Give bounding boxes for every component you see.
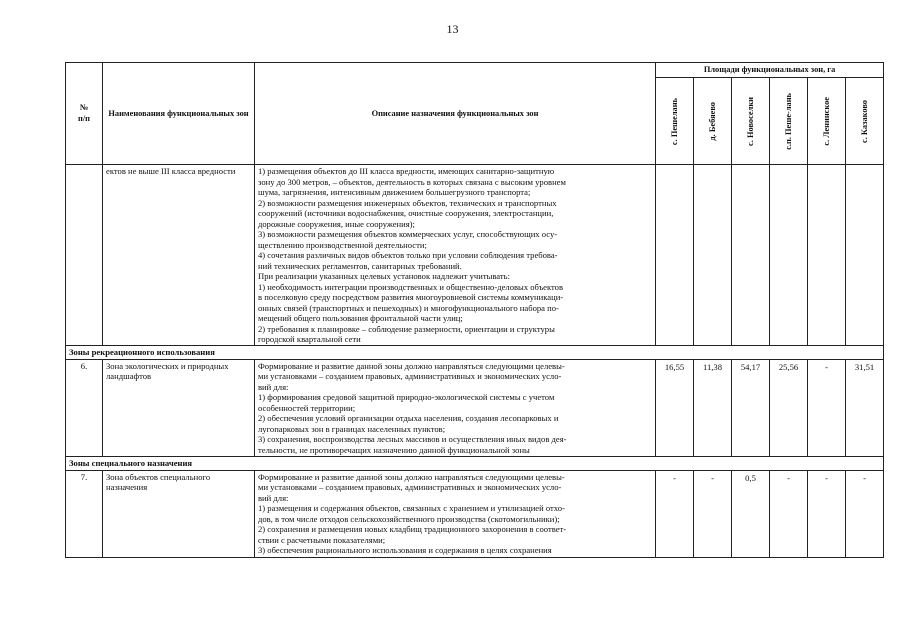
description-line: 1) формирования средовой защитной природно-экологической системы с учетом [258, 392, 555, 403]
description-line: 3) возможности размещения объектов коммерческих услуг, способствующих осу- [258, 229, 558, 240]
zone-description [255, 470, 656, 557]
description-line: дов, в том числе отходов сельскохозяйственного производства (скотомогильники); [258, 513, 560, 524]
description-line: мещений общего пользования фронтальной части улиц; [258, 313, 463, 324]
area-value: 54,17 [732, 359, 770, 456]
table-row [66, 359, 884, 456]
description-line: особенностей территории; [258, 402, 356, 413]
header-zone-name: Наименования функциональных зон [103, 63, 255, 165]
header-num: № п/п [66, 63, 103, 165]
zone-name: Зона объектов специального назначения [103, 470, 255, 557]
area-cell [694, 165, 732, 346]
description-line: дорожные сооружения, иные сооружения); [258, 218, 415, 229]
description-line: зону до 300 метров, – объектов, деятельность в которых связана с высоким уровнем [258, 176, 566, 187]
area-value: - [808, 359, 846, 456]
area-cell [770, 165, 808, 346]
area-value: 25,56 [770, 359, 808, 456]
description-line: ми установками – созданием правовых, административных и экономических усло- [258, 371, 562, 382]
description-line: шума, загрязнения, интенсивным движением большегрузного транспорта; [258, 187, 531, 198]
area-cell [732, 165, 770, 346]
description-line: городской квартальной сети [258, 334, 361, 344]
description-line: ществлению производственной деятельности; [258, 239, 427, 250]
row-num: 6. [66, 359, 103, 456]
header-area-col: с. Пешелань [656, 78, 694, 165]
description-line: 2) возможности размещения инженерных объектов, технических и транспортных [258, 197, 557, 208]
description-line: 3) обеспечения рационального использования и содержания в целях сохранения [258, 545, 552, 556]
header-area-col: д. Бебяево [694, 78, 732, 165]
table-row [66, 165, 884, 346]
description-line: ний технических регламентов, санитарных требований. [258, 260, 462, 271]
section-header: Зоны специального назначения [66, 457, 884, 470]
row-num [66, 165, 103, 346]
description-line: лугопарковых зон в границах населенных пунктов; [258, 423, 446, 434]
header-area-col: с.п. Пеше-лань [770, 78, 808, 165]
area-cell [656, 165, 694, 346]
area-value: - [694, 470, 732, 557]
header-area-col: с. Ленинское [808, 78, 846, 165]
header-area-col: с. Новоселки [732, 78, 770, 165]
zone-name: ектов не выше III класса вредности [103, 165, 255, 346]
area-cell [846, 165, 884, 346]
description-line: ми установками – созданием правовых, административных и экономических усло- [258, 482, 562, 493]
description-line: 1) необходимость интеграции производственных и общественно-деловых объектов [258, 281, 564, 292]
header-area-col: с. Казаково [846, 78, 884, 165]
area-value: 31,51 [846, 359, 884, 456]
row-num: 7. [66, 470, 103, 557]
description-line: ствии с расчетными показателями; [258, 534, 386, 545]
header-description: Описание назначения функциональных зон [255, 63, 656, 165]
description-line: 1) размещения и содержания объектов, связанных с хранением и утилизацией отхо- [258, 503, 565, 514]
description-line: При реализации указанных целевых установок надлежит учитывать: [258, 271, 510, 282]
area-value: - [846, 470, 884, 557]
area-value: - [808, 470, 846, 557]
page-number: 13 [446, 22, 459, 36]
description-line: вий для: [258, 492, 289, 503]
header-areas-group: Площади функциональных зон, га [656, 63, 884, 78]
area-value: - [770, 470, 808, 557]
functional-zones-table [65, 62, 884, 558]
description-line: 2) сохранения и размещения новых кладбищ традиционного захоронения в соответ- [258, 524, 567, 535]
section-header: Зоны рекреационного использования [66, 346, 884, 359]
area-value: 0,5 [732, 470, 770, 557]
description-line: 1) размещения объектов до III класса вредности, имеющих санитарно-защитную [258, 166, 555, 177]
zone-name: Зона экологических и природных ландшафтов [103, 359, 255, 456]
description-line: сооружений (источники водоснабжения, очистные сооружения, электростанции, [258, 208, 554, 219]
description-line: вий для: [258, 381, 289, 392]
description-line: Формирование и развитие данной зоны должно направляться следующими целевы- [258, 360, 565, 371]
area-value: 16,55 [656, 359, 694, 456]
description-line: онных связей (транспортных и пешеходных) и многофункционального набора по- [258, 302, 559, 313]
description-line: в поселковую среду посредством развития многоуровневой системы коммуникаци- [258, 292, 564, 303]
description-line: 4) сочетания различных видов объектов только при условии соблюдения требова- [258, 250, 558, 261]
table-row [66, 470, 884, 557]
zone-description [255, 359, 656, 456]
description-line: тельности, не противоречащих назначению данной функциональной зоны [258, 444, 530, 455]
area-value: - [656, 470, 694, 557]
description-line: 2) обеспечения условий организации отдыха населения, создания лесопарковых и [258, 413, 559, 424]
description-line: 3) сохранения, воспроизводства лесных массивов и осуществления иных видов дея- [258, 434, 567, 445]
area-value: 11,38 [694, 359, 732, 456]
area-cell [808, 165, 846, 346]
zone-description [255, 165, 656, 346]
description-line: 2) требования к планировке – соблюдение размерности, ориентации и структуры [258, 323, 555, 334]
description-line: Формирование и развитие данной зоны должно направляться следующими целевы- [258, 471, 565, 482]
